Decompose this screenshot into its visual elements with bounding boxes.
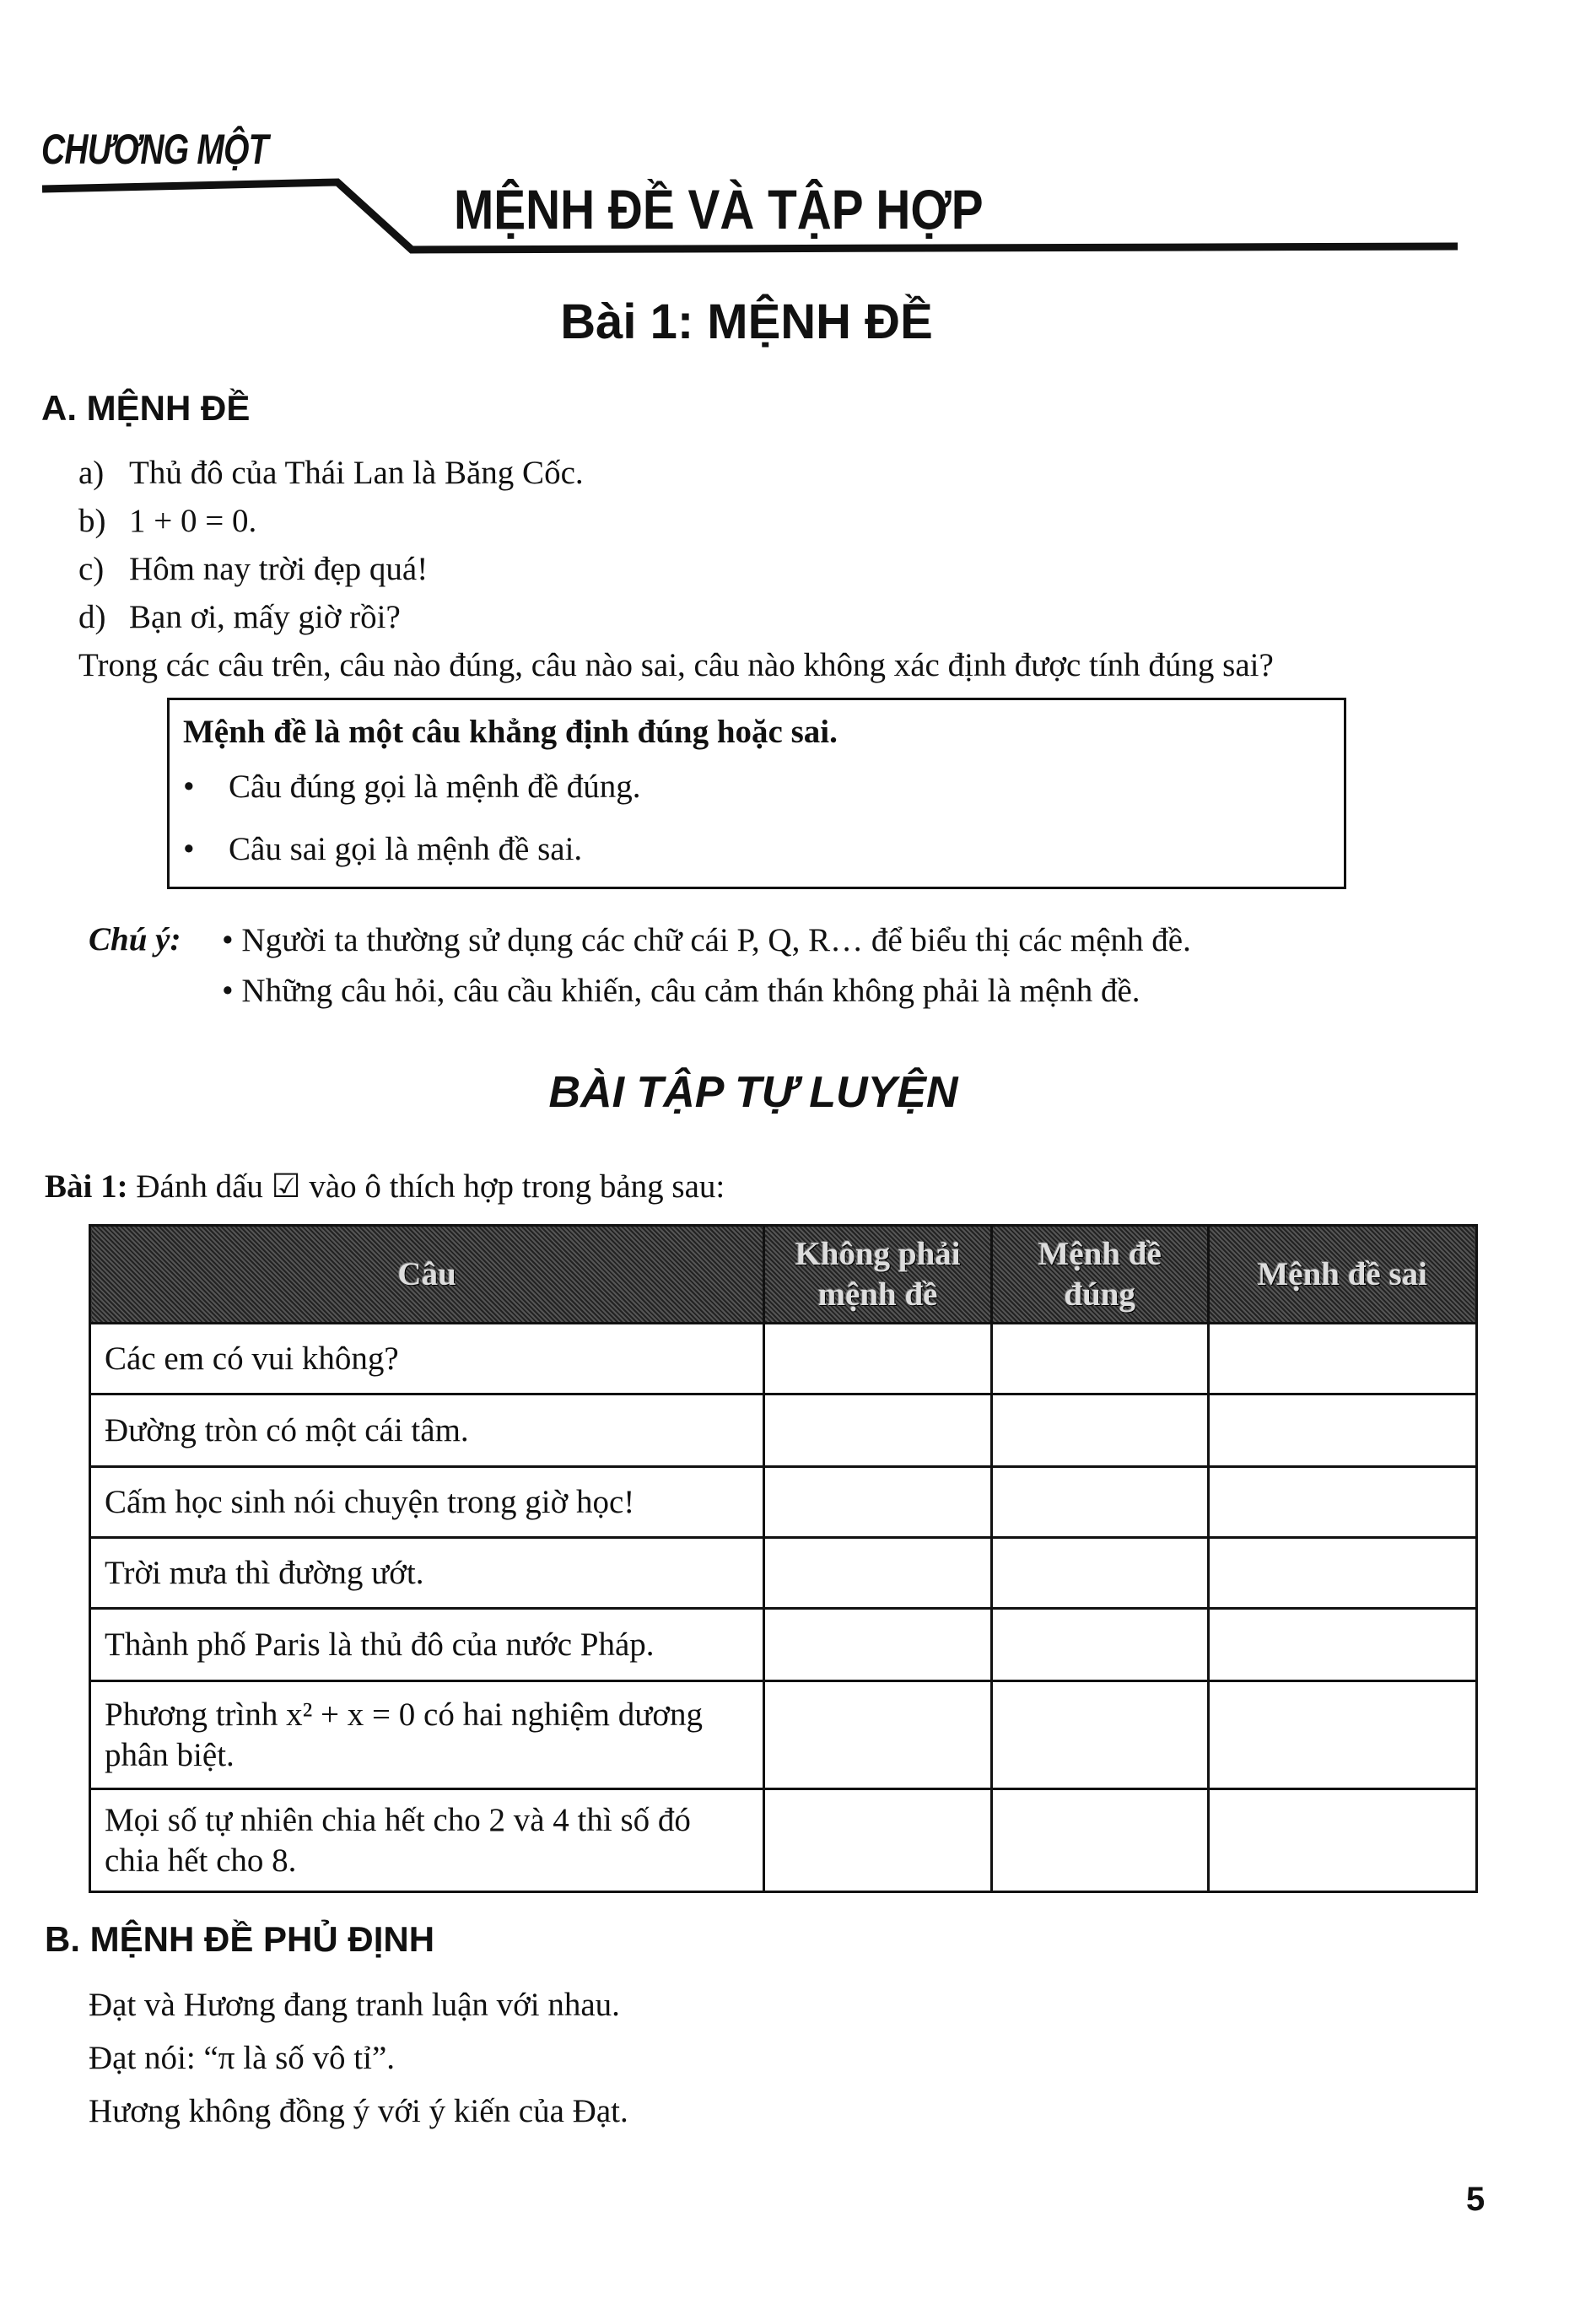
header-cau: Câu (90, 1226, 764, 1324)
note-item: • Người ta thường sử dụng các chữ cái P, Q, R… để biểu thị các mệnh đề. (222, 922, 1191, 958)
checkbox-cell[interactable] (764, 1324, 992, 1394)
table-row: Cấm học sinh nói chuyện trong giờ học! (90, 1467, 1477, 1538)
checkbox-cell[interactable] (991, 1324, 1208, 1394)
section-a-heading: A. MỆNH ĐỀ (41, 388, 251, 428)
checkbox-cell[interactable] (991, 1681, 1208, 1789)
checkbox-cell[interactable] (764, 1681, 992, 1789)
section-b-heading: B. MỆNH ĐỀ PHỦ ĐỊNH (45, 1919, 435, 1959)
checkbox-cell[interactable] (1208, 1324, 1477, 1394)
note-bullets (222, 915, 1191, 1017)
checkbox-cell[interactable] (764, 1467, 992, 1538)
section-b-text: Đạt và Hương đang tranh luận với nhau. Đạt nói: “π là số vô tỉ”. Hương không đồng ý với ý kiến của Đạt. (89, 1987, 628, 2129)
table-row: Phương trình x² + x = 0 có hai nghiệm dương phân biệt. (90, 1681, 1477, 1789)
bullet-icon: • (183, 769, 195, 805)
checkbox-cell[interactable] (1208, 1538, 1477, 1609)
checkbox-cell[interactable] (1208, 1681, 1477, 1789)
header-false-proposition: Mệnh đề sai (1208, 1226, 1477, 1324)
table-row: Mọi số tự nhiên chia hết cho 2 và 4 thì số đó chia hết cho 8. (90, 1789, 1477, 1892)
checkbox-cell[interactable] (764, 1789, 992, 1892)
checkbox-cell[interactable] (991, 1538, 1208, 1609)
table-row: Các em có vui không? (90, 1324, 1477, 1394)
list-item: d) Bạn ơi, mấy giờ rồi? (78, 599, 401, 635)
table-row: Trời mưa thì đường ướt. (90, 1538, 1477, 1609)
header-true-proposition: Mệnh đề đúng (991, 1226, 1208, 1324)
checkbox-cell[interactable] (1208, 1609, 1477, 1681)
page-number: 5 (1466, 2181, 1485, 2218)
definition-bullet: • Câu sai gọi là mệnh đề sai. (183, 818, 1330, 881)
checkbox-cell[interactable] (991, 1609, 1208, 1681)
list-item: a) Thủ đô của Thái Lan là Băng Cốc. (78, 455, 584, 491)
exercise-table (89, 1224, 1478, 1893)
chapter-title: MỆNH ĐỀ VÀ TẬP HỢP (454, 178, 984, 240)
definition-box (167, 698, 1346, 889)
note-label: Chú ý: (89, 921, 181, 958)
exercise-instruction: Bài 1: Đánh dấu ☑ vào ô thích hợp trong bảng sau: (45, 1168, 725, 1205)
checkbox-cell[interactable] (1208, 1394, 1477, 1467)
note-item: • Những câu hỏi, câu cầu khiến, câu cảm thán không phải là mệnh đề. (222, 973, 1140, 1009)
checkbox-cell[interactable] (991, 1394, 1208, 1467)
checkbox-cell[interactable] (991, 1467, 1208, 1538)
definition-title: Mệnh đề là một câu khẳng định đúng hoặc sai. (183, 714, 838, 750)
table-row: Đường tròn có một cái tâm. (90, 1394, 1477, 1467)
chapter-label: CHƯƠNG MỘT (41, 126, 268, 173)
lesson-title: Bài 1: MỆNH ĐỀ (560, 294, 933, 349)
practice-title: BÀI TẬP TỰ LUYỆN (548, 1068, 958, 1117)
question-text: Trong các câu trên, câu nào đúng, câu nào sai, câu nào không xác định được tính đúng sai? (78, 647, 1274, 683)
checkbox-cell[interactable] (1208, 1467, 1477, 1538)
table-row: Thành phố Paris là thủ đô của nước Pháp. (90, 1609, 1477, 1681)
example-list (78, 449, 1274, 689)
checkbox-cell[interactable] (764, 1538, 992, 1609)
checkbox-cell[interactable] (991, 1789, 1208, 1892)
header-not-proposition: Không phải mệnh đề (764, 1226, 992, 1324)
checkbox-cell[interactable] (764, 1394, 992, 1467)
definition-bullet: • Câu đúng gọi là mệnh đề đúng. (183, 756, 1330, 818)
list-item: c) Hôm nay trời đẹp quá! (78, 551, 429, 587)
list-item: b) 1 + 0 = 0. (78, 503, 257, 539)
checkbox-cell[interactable] (764, 1609, 992, 1681)
checkbox-cell[interactable] (1208, 1789, 1477, 1892)
bullet-icon: • (183, 831, 195, 867)
table-header-row (90, 1226, 1477, 1324)
